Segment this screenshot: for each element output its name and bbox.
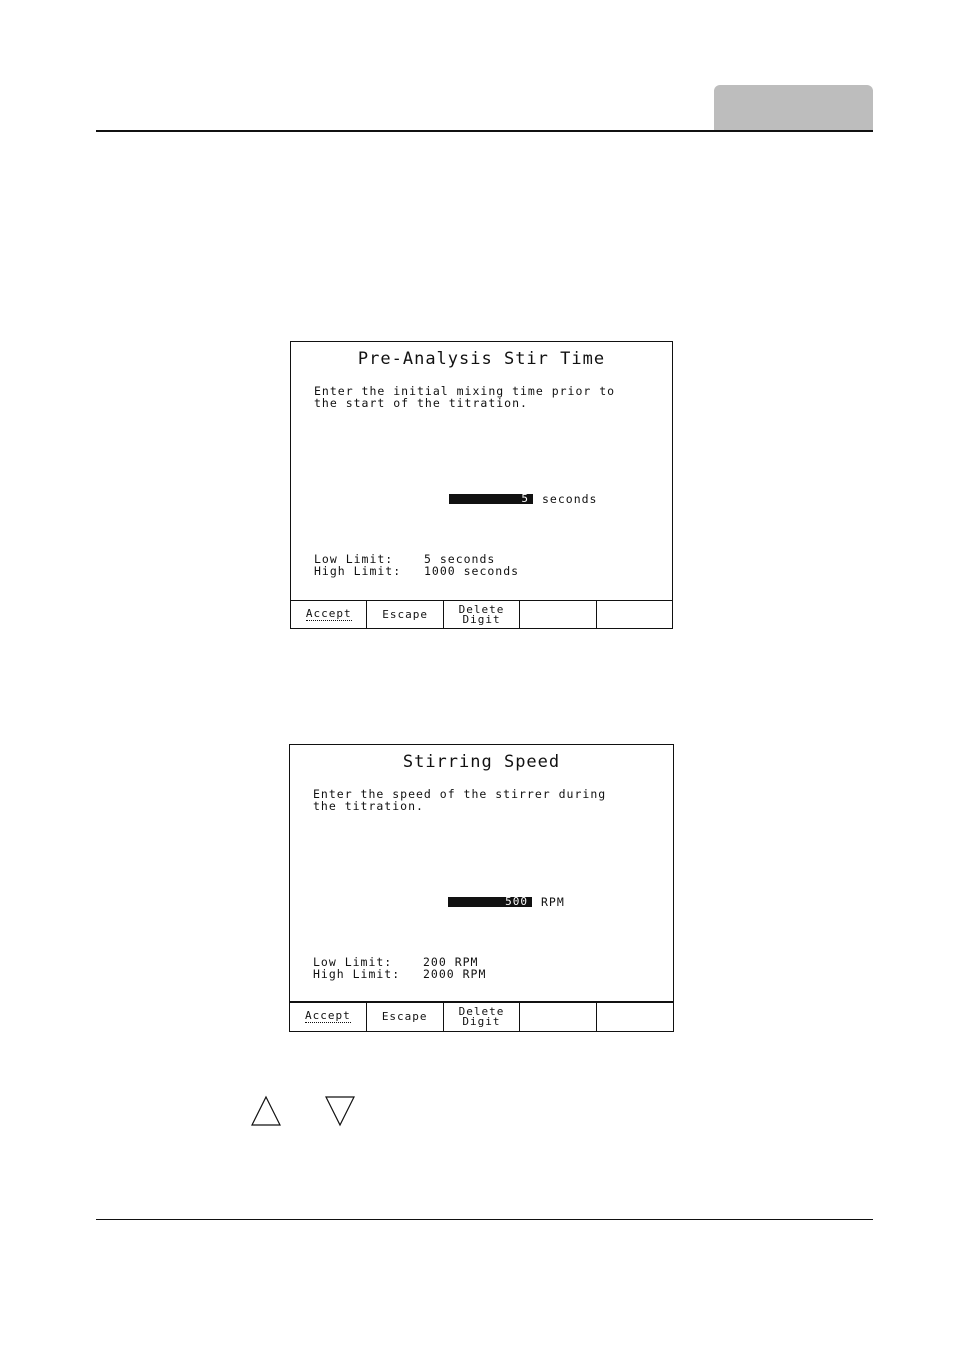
softkey-bar (290, 1001, 673, 1031)
stirring-speed-input[interactable]: 500 (448, 897, 532, 907)
value-row (449, 494, 597, 504)
value-row (448, 897, 565, 907)
value-unit: RPM (541, 895, 565, 909)
accept-label: Accept (305, 1009, 351, 1022)
screen-title: Stirring Speed (402, 752, 561, 772)
limits (313, 956, 486, 980)
accept-label: Accept (305, 606, 352, 620)
high-limit-value: 1000 seconds (424, 564, 520, 578)
high-limit (314, 565, 519, 577)
high-limit-value: 2000 RPM (423, 967, 487, 981)
screen-title: Pre-Analysis Stir Time (357, 349, 606, 369)
up-arrow-icon[interactable] (250, 1095, 282, 1127)
stirring-speed-screen (289, 744, 674, 1032)
accept-button[interactable] (290, 1003, 367, 1031)
stir-time-screen (290, 341, 673, 629)
value-unit: seconds (542, 492, 598, 506)
escape-button[interactable]: Escape (367, 1003, 444, 1031)
low-limit-label: Low Limit: (313, 955, 393, 969)
header-tab (714, 85, 873, 130)
high-limit (313, 968, 486, 980)
high-limit-label: High Limit: (313, 967, 401, 981)
softkey-bar (291, 600, 672, 628)
high-limit-label: High Limit: (314, 564, 402, 578)
low-limit-label: Low Limit: (314, 552, 394, 566)
accept-button[interactable] (291, 601, 367, 628)
softkey-5[interactable] (597, 601, 672, 628)
softkey-4[interactable] (520, 1003, 597, 1031)
softkey-5[interactable] (597, 1003, 673, 1031)
screen-description: Enter the speed of the stirrer during the titration. (313, 787, 607, 813)
down-arrow-icon[interactable] (324, 1095, 356, 1127)
escape-button[interactable]: Escape (367, 601, 443, 628)
softkey-4[interactable] (520, 601, 596, 628)
screen-description: Enter the initial mixing time prior to the start of the titration. (314, 384, 616, 410)
low-limit-value: 200 RPM (423, 955, 479, 969)
footer-rule (96, 1219, 873, 1220)
limits (314, 553, 519, 577)
header-rule (96, 130, 873, 132)
stir-time-input[interactable]: 5 (449, 494, 533, 504)
low-limit-value: 5 seconds (424, 552, 496, 566)
delete-digit-button[interactable]: Delete Digit (444, 601, 520, 628)
delete-digit-button[interactable]: Delete Digit (444, 1003, 521, 1031)
